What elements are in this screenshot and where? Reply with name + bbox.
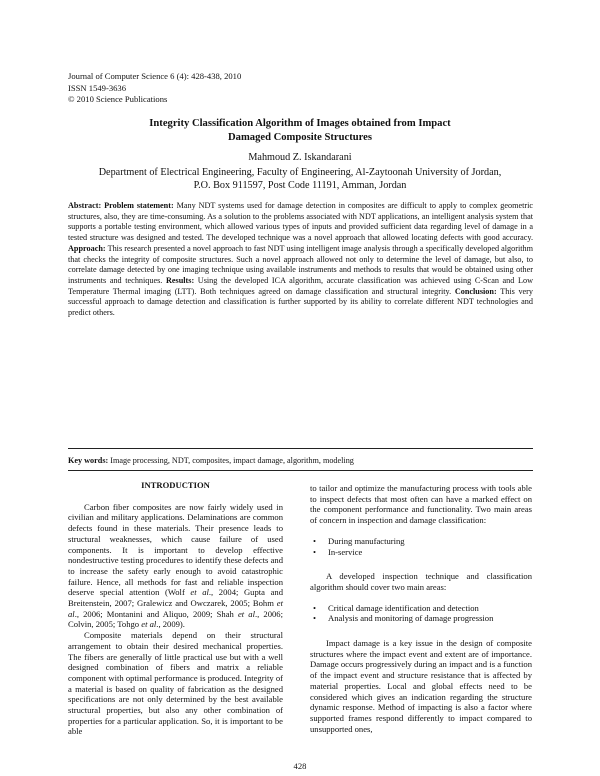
approach-text: This research presented a novel approach to fast NDT using intelligent image analysis through a specifically developed algorithm that checks the integrity of composite structures. Such a novel approach allowed not only to determine the level of damage, but also, to correlate damage detected by one imaging technique using available instruments and methods to results that would be obtained using other instruments and techniques. — [68, 243, 533, 285]
divider — [68, 448, 533, 449]
citation-etal: et al — [190, 587, 209, 598]
keywords-label: Key words: — [68, 456, 109, 465]
problem-statement-label: Problem statement: — [104, 201, 174, 210]
author-name: Mahmoud Z. Iskandarani — [248, 152, 352, 163]
paragraph-text: ., 2009). — [156, 619, 185, 630]
title-line-1: Integrity Classification Algorithm of Images obtained from Impact — [149, 118, 451, 129]
abstract — [68, 201, 533, 319]
affiliation-line-1: Department of Electrical Engineering, Faculty of Engineering, Al-Zaytoonah University of Jordan, — [98, 167, 502, 178]
left-column — [68, 480, 283, 737]
problem-statement-text: Many NDT systems used for damage detection in composites are difficult to apply to complex geometric structures, also, they are time-consuming. As a solution to the problems associated with NDT applications, an intelligent analysis system that supports a portable testing environment, which allowed various types of inputs and provided sufficient data regarding level of damage in a tested structure was designed and tested. The developed technique was a novel approach that allowed locating defects with good accuracy. — [68, 201, 534, 243]
paragraph: to tailor and optimize the manufacturing process with tools able to inspect defects that most often can have a marked effect on the component performance and functionality. Two main areas of concern in inspection and damage classification: — [310, 483, 532, 526]
list-item: • Critical damage identification and detection — [310, 603, 532, 614]
affiliation — [70, 166, 530, 192]
citation-etal: et al — [141, 619, 157, 630]
paragraph-text: ., 2006; Montanini and Aliquo, 2009; Shah — [74, 608, 238, 619]
title-line-2: Damaged Composite Structures — [228, 131, 372, 143]
section-heading: INTRODUCTION — [141, 480, 210, 490]
page-number: 428 — [293, 761, 307, 771]
bullet-list — [310, 536, 532, 557]
results-label: Results: — [165, 275, 195, 285]
journal-header — [68, 71, 241, 106]
bullet-list — [310, 603, 532, 624]
paragraph: A developed inspection technique and classification algorithm should cover two main areas: — [310, 571, 532, 592]
conclusion-text: This very successful approach to damage detection and classification is further supported by its ability to correlate different NDT technologies and predict others. — [68, 286, 533, 318]
paragraph: Composite materials depend on their structural arrangement to obtain their desired mechanical properties. The fibers are generally of little practical use but with a well designed combination of fibers and matrix a reliable component with optimal performance is produced. Integrity of a material is based on quality of fabrication as the designed specifications are not only determined by the best available structural properties, but also any other combination of properties for a particular application. So, it is important to be able — [68, 630, 283, 737]
paragraph — [68, 502, 283, 630]
paragraph: Impact damage is a key issue in the design of composite structures where the impact event and extent are of importance. Damage occurs progressively during an impact and is a function of the impact event and structure resistance that is affected by material properties. Local and global effects need to be considered which gives an indication regarding the structure dynamic response. Method of impacting is also a factor where supported frames respond differently to impact compared to unsupported ones, — [310, 638, 532, 734]
right-column — [310, 483, 532, 734]
results-text: Using the developed ICA algorithm, accurate classification was achieved using C-Scan and Low Temperature Thermal imaging (LTT). Both techniques agreed on damage classification and structural integrity. — [68, 275, 533, 296]
affiliation-line-2: P.O. Box 911597, Post Code 11191, Amman, Jordan — [193, 180, 407, 191]
paper-title — [60, 117, 540, 144]
paragraph-text: ., 2006; Colvin, 2005; Tohgo — [68, 608, 283, 630]
list-item: • In-service — [310, 547, 532, 558]
approach-label: Approach: — [68, 243, 106, 253]
keywords — [68, 456, 533, 465]
paragraph-text: Carbon fiber composites are now fairly widely used in civilian and military applications. Delaminations are common defects found in these materials. Their presence leads to structural weaknesses, which cause failure of used components. It is important to develop effective nondestructive testing procedures to identify these defects and to increase the safety early enough to avoid catastrophic failure. Hence, all methods for fast and reliable inspection deserve special attention (Wolf — [68, 501, 283, 598]
issn: ISSN 1549-3636 — [68, 82, 127, 93]
divider — [68, 470, 533, 471]
citation-etal: et al — [237, 608, 255, 619]
conclusion-label: Conclusion: — [454, 286, 497, 296]
journal-citation: Journal of Computer Science 6 (4): 428-438, 2010 — [68, 71, 242, 81]
keywords-text: Image processing, NDT, composites, impact damage, algorithm, modeling — [110, 456, 354, 465]
abstract-label: Abstract: — [68, 201, 102, 210]
list-item: • During manufacturing — [310, 536, 532, 547]
copyright: © 2010 Science Publications — [68, 94, 168, 104]
citation-etal: et al — [68, 598, 283, 619]
paragraph-text: ., 2004; Gupta and Breitenstein, 2007; Gralewicz and Owczarek, 2005; Bohm — [68, 587, 283, 609]
list-item: • Analysis and monitoring of damage progression — [310, 613, 532, 624]
